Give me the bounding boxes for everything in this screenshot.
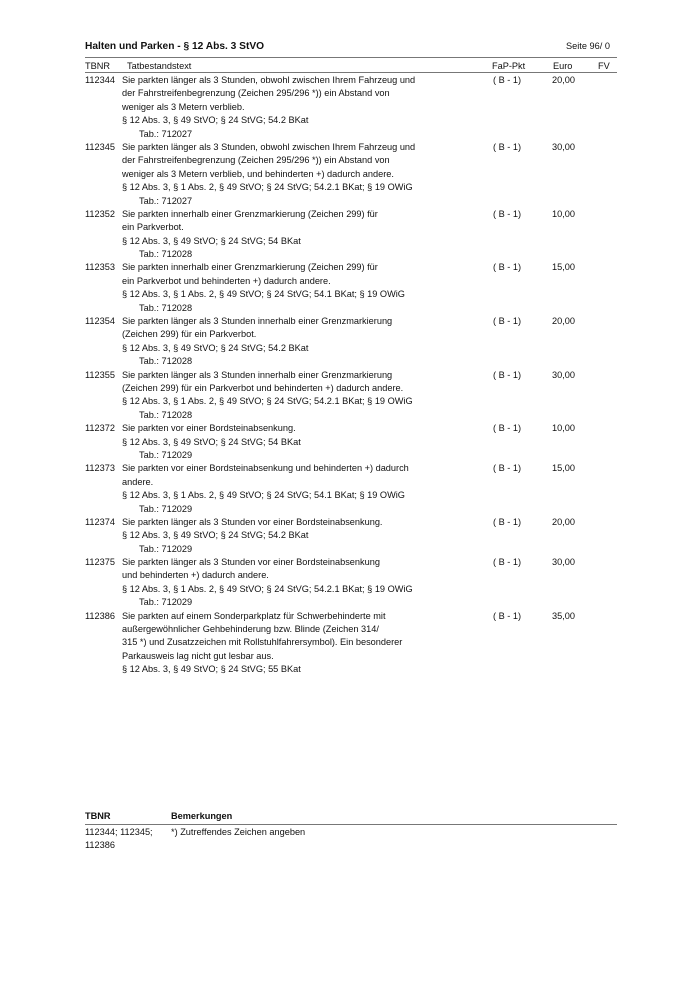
euro-amount-cell: 20,00 [552,75,575,85]
remarks-tbnr-line: 112344; 112345; [85,827,153,837]
description-line: andere. [122,476,154,487]
column-header-fv: FV [598,61,610,71]
euro-amount-cell: 15,00 [552,262,575,273]
remarks-rule [85,824,617,825]
column-header-fap: FaP-Pkt [492,61,526,71]
fap-points-cell: ( B - 1) [493,423,522,434]
legal-reference: § 12 Abs. 3, § 49 StVO; § 24 StVG; 54 BKat [122,235,301,246]
description-line: Sie parkten länger als 3 Stunden innerhalb einer Grenzmarkierung [122,369,393,380]
table-row [0,141,700,208]
euro-amount-cell: 30,00 [552,141,575,152]
table-row [0,516,700,556]
column-header-tbnr: TBNR [85,61,111,71]
legal-reference: § 12 Abs. 3, § 49 StVO; § 24 StVG; 54.2 BKat [122,342,309,353]
tbnr-cell: 112352 [85,208,115,219]
legal-reference: § 12 Abs. 3, § 49 StVO; § 24 StVG; 55 BKat [122,664,301,675]
table-reference: Tab.: 712028 [139,302,193,313]
table-reference: Tab.: 712027 [139,128,193,139]
description-line: Sie parkten länger als 3 Stunden vor einer Bordsteinabsenkung. [122,516,383,527]
offense-description [122,315,442,369]
tbnr-cell: 112373 [85,463,115,474]
table-reference: Tab.: 712029 [139,449,193,460]
column-header-text: Tatbestandstext [127,61,192,71]
offense-description [122,422,442,462]
description-line: Sie parkten innerhalb einer Grenzmarkierung (Zeichen 299) für [122,262,378,273]
euro-amount-cell: 30,00 [552,557,575,568]
legal-reference: § 12 Abs. 3, § 1 Abs. 2, § 49 StVO; § 24 StVG; 54.2.1 BKat; § 19 OWiG [122,182,413,193]
table-row [0,556,700,610]
description-line: weniger als 3 Metern verblieb, und behinderten +) dadurch andere. [122,168,394,179]
header-top-rule [85,57,617,58]
table-reference: Tab.: 712028 [139,356,193,367]
fap-points-cell: ( B - 1) [493,208,522,219]
table-row [0,261,700,315]
description-line: weniger als 3 Metern verblieb. [122,101,245,112]
euro-amount-cell: 35,00 [552,610,575,621]
offense-description [122,261,442,315]
offense-description [122,74,442,141]
fap-points-cell: ( B - 1) [493,610,522,621]
table-row [0,610,700,677]
description-line: Sie parkten länger als 3 Stunden innerhalb einer Grenzmarkierung [122,316,393,327]
description-line: außergewöhnlicher Gehbehinderung bzw. Blinde (Zeichen 314/ [122,624,379,635]
tbnr-cell: 112345 [85,141,115,152]
tbnr-cell: 112374 [85,516,115,527]
table-row [0,315,700,369]
legal-reference: § 12 Abs. 3, § 49 StVO; § 24 StVG; 54.2 BKat [122,530,309,541]
description-line: Sie parkten innerhalb einer Grenzmarkierung (Zeichen 299) für [122,208,378,219]
tbnr-cell: 112372 [85,423,115,434]
legal-reference: § 12 Abs. 3, § 49 StVO; § 24 StVG; 54 BKat [122,436,301,447]
description-line: Sie parkten vor einer Bordsteinabsenkung. [122,423,296,434]
table-reference: Tab.: 712029 [139,503,193,514]
remarks-text: *) Zutreffendes Zeichen angeben [171,827,306,837]
offense-description [122,610,442,677]
legal-reference: § 12 Abs. 3, § 1 Abs. 2, § 49 StVO; § 24 StVG; 54.1 BKat; § 19 OWiG [122,490,405,501]
fap-points-cell: ( B - 1) [493,463,522,474]
euro-amount-cell: 20,00 [552,316,575,327]
legal-reference: § 12 Abs. 3, § 1 Abs. 2, § 49 StVO; § 24 StVG; 54.1 BKat; § 19 OWiG [122,289,405,300]
remarks-tbnr-line: 112386 [85,840,115,851]
table-reference: Tab.: 712029 [139,597,193,608]
table-row [0,462,700,516]
page-number: Seite 96/ 0 [566,41,610,51]
description-line: Sie parkten länger als 3 Stunden, obwohl zwischen Ihrem Fahrzeug und [122,75,416,85]
table-reference: Tab.: 712029 [139,543,193,554]
table-row [0,208,700,262]
legal-reference: § 12 Abs. 3, § 1 Abs. 2, § 49 StVO; § 24 StVG; 54.2.1 BKat; § 19 OWiG [122,583,413,594]
table-row [0,74,700,141]
remarks-header-tbnr: TBNR [85,811,111,821]
euro-amount-cell: 30,00 [552,369,575,380]
description-line: Sie parkten länger als 3 Stunden vor einer Bordsteinabsenkung [122,557,380,568]
tbnr-cell: 112344 [85,75,115,85]
table-row [0,369,700,423]
tbnr-cell: 112354 [85,316,115,327]
description-line: der Fahrstreifenbegrenzung (Zeichen 295/296 *)) ein Abstand von [122,155,390,166]
fap-points-cell: ( B - 1) [493,141,522,152]
fap-points-cell: ( B - 1) [493,516,522,527]
description-line: (Zeichen 299) für ein Parkverbot. [122,329,257,340]
offense-description [122,369,442,423]
fap-points-cell: ( B - 1) [493,316,522,327]
legal-reference: § 12 Abs. 3, § 1 Abs. 2, § 49 StVO; § 24 StVG; 54.2.1 BKat; § 19 OWiG [122,396,413,407]
description-line: ein Parkverbot. [122,222,184,233]
tbnr-cell: 112386 [85,610,115,621]
description-line: Sie parkten länger als 3 Stunden, obwohl zwischen Ihrem Fahrzeug und [122,141,416,152]
description-line: und behinderten +) dadurch andere. [122,570,269,581]
description-line: (Zeichen 299) für ein Parkverbot und behinderten +) dadurch andere. [122,382,404,393]
tbnr-cell: 112353 [85,262,115,273]
fap-points-cell: ( B - 1) [493,262,522,273]
table-reference: Tab.: 712028 [139,249,193,260]
table-reference: Tab.: 712028 [139,409,193,420]
remarks-tbnr-list [85,826,165,853]
table-row [0,422,700,462]
euro-amount-cell: 10,00 [552,208,575,219]
offense-description [122,208,442,262]
euro-amount-cell: 15,00 [552,463,575,474]
fap-points-cell: ( B - 1) [493,557,522,568]
offense-description [122,462,442,516]
column-header-euro: Euro [553,61,573,71]
fap-points-cell: ( B - 1) [493,75,522,85]
description-line: ein Parkverbot und behinderten +) dadurch andere. [122,275,331,286]
header-bottom-rule [85,72,617,73]
offense-description [122,556,442,610]
tbnr-cell: 112355 [85,369,115,380]
tbnr-cell: 112375 [85,557,115,568]
offense-description [122,141,442,208]
description-line: Parkausweis lag nicht gut lesbar aus. [122,650,274,661]
legal-reference: § 12 Abs. 3, § 49 StVO; § 24 StVG; 54.2 BKat [122,115,309,126]
offense-table [0,74,700,677]
description-line: 315 *) und Zusatzzeichen mit Rollstuhlfahrersymbol). Ein besonderer [122,637,403,648]
description-line: Sie parkten vor einer Bordsteinabsenkung und behinderten +) dadurch [122,463,409,474]
description-line: der Fahrstreifenbegrenzung (Zeichen 295/296 *)) ein Abstand von [122,88,390,99]
description-line: Sie parkten auf einem Sonderparkplatz für Schwerbehinderte mit [122,610,386,621]
fap-points-cell: ( B - 1) [493,369,522,380]
euro-amount-cell: 10,00 [552,423,575,434]
page-title: Halten und Parken - § 12 Abs. 3 StVO [85,41,265,52]
offense-description [122,516,442,556]
table-reference: Tab.: 712027 [139,195,193,206]
remarks-header-text: Bemerkungen [171,811,233,821]
euro-amount-cell: 20,00 [552,516,575,527]
